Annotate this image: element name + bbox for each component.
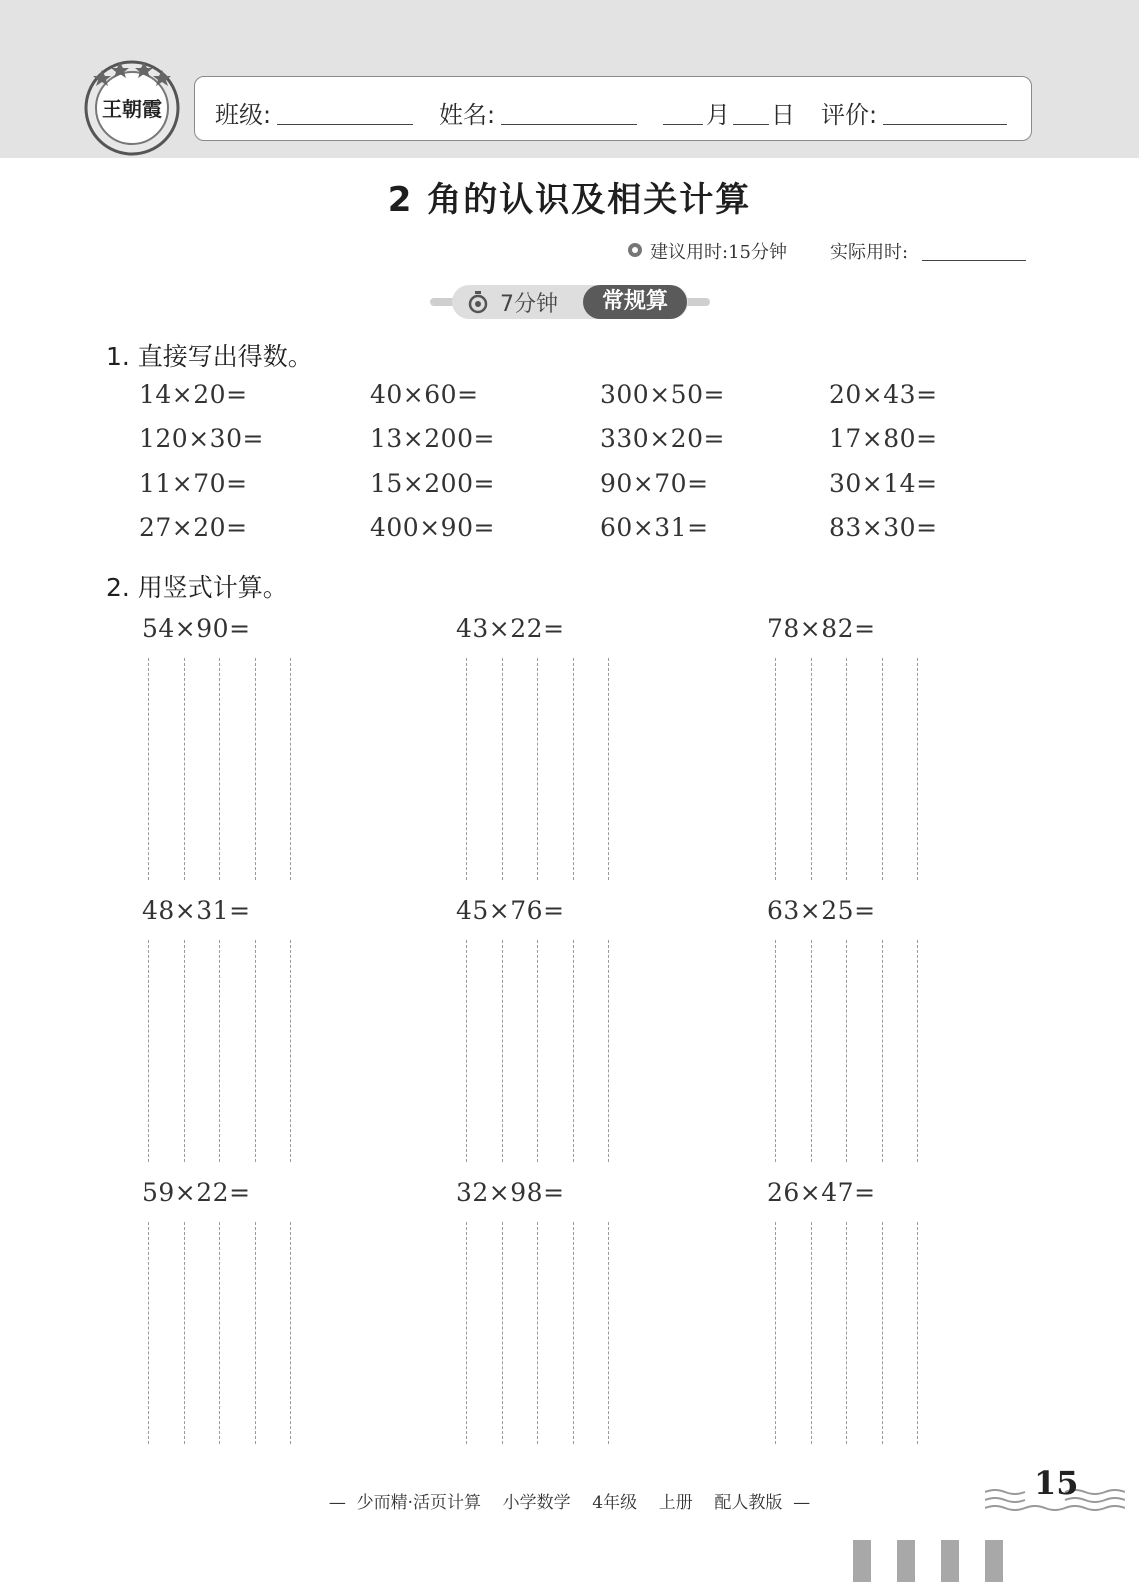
- work-column-line: [573, 1222, 574, 1444]
- work-column-line: [775, 1222, 776, 1444]
- work-column-line: [290, 1222, 291, 1444]
- evaluation-field[interactable]: [883, 124, 1007, 125]
- work-column-line: [502, 658, 503, 880]
- page-title: 2 角的认识及相关计算: [387, 180, 752, 220]
- vertical-expression: 32×98=: [456, 1178, 565, 1207]
- work-column-line: [917, 940, 918, 1162]
- work-column-line: [537, 1222, 538, 1444]
- work-column-line: [148, 1222, 149, 1444]
- work-column-line: [573, 940, 574, 1162]
- oral-expression: 17×80=: [829, 424, 938, 453]
- month-label: 月: [706, 101, 730, 129]
- name-field[interactable]: [501, 124, 637, 125]
- work-column-line: [882, 658, 883, 880]
- work-column-line: [917, 1222, 918, 1444]
- footer-text: — 少而精·活页计算 小学数学 4年级 上册 配人教版 —: [328, 1493, 811, 1513]
- work-column-line: [917, 658, 918, 880]
- month-field[interactable]: [663, 124, 703, 125]
- vertical-expression: 48×31=: [142, 896, 251, 925]
- work-column-line: [775, 940, 776, 1162]
- class-field[interactable]: [277, 124, 413, 125]
- page-tab-marker: [853, 1540, 871, 1582]
- page-tab-marker: [897, 1540, 915, 1582]
- work-column-line: [219, 658, 220, 880]
- vertical-expression: 45×76=: [456, 896, 565, 925]
- class-label: 班级:: [215, 101, 272, 129]
- oral-expression: 20×43=: [829, 380, 938, 409]
- page-tab-marker: [985, 1540, 1003, 1582]
- oral-expression: 40×60=: [370, 380, 479, 409]
- work-column-line: [255, 658, 256, 880]
- page-number: 15: [1034, 1464, 1079, 1502]
- work-column-line: [466, 1222, 467, 1444]
- oral-expression: 15×200=: [370, 469, 495, 498]
- logo-text: 王朝霞: [102, 97, 162, 121]
- work-column-line: [219, 940, 220, 1162]
- clock-icon: [626, 240, 644, 258]
- work-column-line: [811, 940, 812, 1162]
- work-column-line: [290, 940, 291, 1162]
- stopwatch-icon: [466, 290, 490, 314]
- question-1-label: 1. 直接写出得数。: [106, 342, 313, 371]
- work-column-line: [219, 1222, 220, 1444]
- page-tab-marker: [941, 1540, 959, 1582]
- work-column-line: [608, 940, 609, 1162]
- work-column-line: [466, 658, 467, 880]
- oral-expression: 300×50=: [600, 380, 725, 409]
- work-column-line: [502, 1222, 503, 1444]
- work-column-line: [184, 658, 185, 880]
- oral-expression: 14×20=: [139, 380, 248, 409]
- day-field[interactable]: [733, 124, 769, 125]
- work-column-line: [255, 940, 256, 1162]
- work-column-line: [148, 940, 149, 1162]
- oral-expression: 13×200=: [370, 424, 495, 453]
- actual-time-label: 实际用时:: [830, 242, 909, 263]
- work-column-line: [466, 940, 467, 1162]
- work-column-line: [846, 940, 847, 1162]
- oral-expression: 400×90=: [370, 513, 495, 542]
- evaluation-label: 评价:: [821, 101, 878, 129]
- work-column-line: [502, 940, 503, 1162]
- work-column-line: [846, 658, 847, 880]
- work-column-line: [608, 658, 609, 880]
- work-column-line: [775, 658, 776, 880]
- oral-expression: 120×30=: [139, 424, 264, 453]
- oral-expression: 90×70=: [600, 469, 709, 498]
- name-label: 姓名:: [439, 101, 496, 129]
- work-column-line: [290, 658, 291, 880]
- work-column-line: [608, 1222, 609, 1444]
- oral-expression: 27×20=: [139, 513, 248, 542]
- work-column-line: [811, 1222, 812, 1444]
- work-column-line: [882, 940, 883, 1162]
- section-time: 7分钟: [500, 292, 558, 317]
- work-column-line: [184, 940, 185, 1162]
- brand-logo: [82, 56, 182, 156]
- vertical-expression: 63×25=: [767, 896, 876, 925]
- section-tag: 常规算: [583, 285, 687, 319]
- vertical-expression: 43×22=: [456, 614, 565, 643]
- work-column-line: [846, 1222, 847, 1444]
- actual-time-field[interactable]: [922, 260, 1026, 261]
- work-column-line: [184, 1222, 185, 1444]
- work-column-line: [811, 658, 812, 880]
- vertical-expression: 54×90=: [142, 614, 251, 643]
- work-column-line: [537, 658, 538, 880]
- vertical-expression: 26×47=: [767, 1178, 876, 1207]
- question-2-label: 2. 用竖式计算。: [106, 573, 288, 602]
- oral-expression: 330×20=: [600, 424, 725, 453]
- oral-expression: 83×30=: [829, 513, 938, 542]
- work-column-line: [148, 658, 149, 880]
- student-info-box: [194, 76, 1032, 141]
- vertical-expression: 59×22=: [142, 1178, 251, 1207]
- work-column-line: [255, 1222, 256, 1444]
- work-column-line: [573, 658, 574, 880]
- day-label: 日: [771, 101, 795, 129]
- vertical-expression: 78×82=: [767, 614, 876, 643]
- oral-expression: 30×14=: [829, 469, 938, 498]
- suggested-time: 建议用时:15分钟: [650, 242, 787, 263]
- oral-expression: 11×70=: [139, 469, 248, 498]
- oral-expression: 60×31=: [600, 513, 709, 542]
- work-column-line: [537, 940, 538, 1162]
- work-column-line: [882, 1222, 883, 1444]
